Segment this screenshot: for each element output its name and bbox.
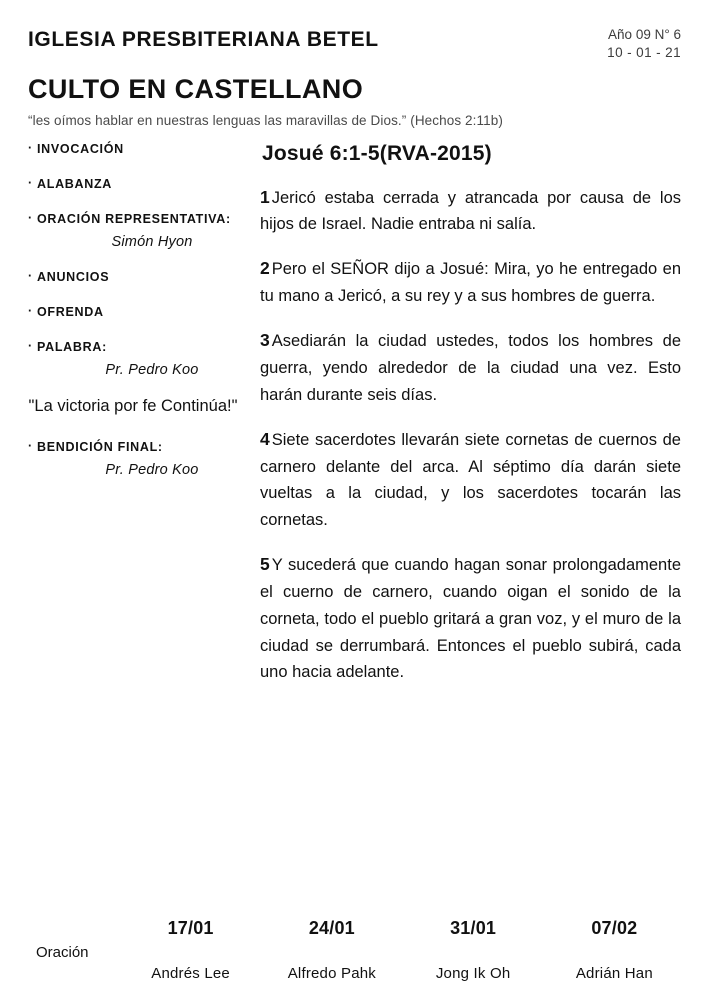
prayer-schedule-column (120, 918, 261, 982)
prayer-date: 07/02 (591, 918, 638, 938)
service-title: CULTO EN CASTELLANO (28, 74, 364, 104)
prayer-schedule-label: Oración (36, 944, 89, 961)
sermon-title: "La victoria por fe Continúa!" (28, 397, 238, 415)
order-item-anuncios: · ANUNCIOS (28, 270, 252, 284)
scripture-verse (260, 254, 681, 309)
issue-info (607, 26, 681, 62)
order-item-palabra: · PALABRA: (28, 340, 252, 354)
order-item-ofrenda: · OFRENDA (28, 305, 252, 319)
verse-text: Pero el SEÑOR dijo a Josué: Mira, yo he entregado en tu mano a Jericó, a su rey y a sus hombres de guerra. (260, 260, 681, 306)
bulletin-body (24, 142, 685, 687)
prayer-schedule-column (261, 918, 402, 982)
order-item-alabanza: · ALABANZA (28, 177, 252, 191)
verse-text: Y sucederá que cuando hagan sonar prolongadamente el cuerno de carnero, cuando oigan el sonido de la corneta, todo el pueblo gritará a gran voz, y el muro de la ciudad se derrumbará. Entonces el pueblo subirá, cada uno hacia adelante. (260, 556, 681, 682)
prayer-person: Andrés Lee (151, 965, 230, 982)
verse-number: 5 (260, 554, 270, 575)
bulletin-header (24, 22, 685, 68)
scripture-verse (260, 183, 681, 238)
verse-number: 3 (260, 330, 270, 351)
verse-number: 2 (260, 258, 270, 279)
church-name: IGLESIA PRESBITERIANA BETEL (28, 28, 379, 51)
prayer-schedule (24, 918, 685, 982)
order-of-service-column (24, 142, 252, 687)
prayer-date: 24/01 (308, 918, 355, 938)
prayer-person: Jong Ik Oh (435, 965, 511, 982)
prayer-schedule-column (544, 918, 685, 982)
order-item-bendicion-final: · BENDICIÓN FINAL: (28, 440, 252, 454)
prayer-person: Alfredo Pahk (287, 965, 377, 982)
order-person-oracion-representativa: Simón Hyon (111, 234, 193, 250)
verse-number: 1 (260, 186, 270, 207)
prayer-person: Adrián Han (575, 965, 653, 982)
prayer-schedule-column (403, 918, 544, 982)
scripture-reference: Josué 6:1-5(RVA-2015) (262, 142, 492, 165)
verse-text: Jericó estaba cerrada y atrancada por causa de los hijos de Israel. Nadie entraba ni salía. (260, 188, 681, 234)
verse-text: Siete sacerdotes llevarán siete cornetas de cuernos de carnero delante del arca. Al séptimo día darán siete vueltas a la ciudad, y los sacerdotes tocarán las cornetas. (260, 431, 681, 530)
header-verse-quote: “les oímos hablar en nuestras lenguas las maravillas de Dios.” (Hechos 2:11b) (28, 113, 503, 128)
order-person-bendicion-final: Pr. Pedro Koo (105, 461, 199, 478)
verse-number: 4 (260, 429, 270, 450)
verse-text: Asediarán la ciudad ustedes, todos los hombres de guerra, yendo alrededor de la ciudad una vez. Esto harán durante seis días. (260, 332, 681, 404)
order-item-invocacion: · INVOCACIÓN (28, 142, 252, 156)
scripture-verse (260, 326, 681, 408)
scripture-verse (260, 425, 681, 534)
order-person-palabra: Pr. Pedro Koo (105, 362, 199, 378)
issue-date: 10 - 01 - 21 (607, 45, 681, 61)
scripture-column (252, 142, 685, 687)
scripture-verse (260, 550, 681, 686)
prayer-date: 17/01 (167, 918, 214, 938)
order-item-oracion-representativa: · ORACIÓN REPRESENTATIVA: (28, 212, 252, 226)
issue-number: Año 09 N° 6 (608, 27, 681, 42)
prayer-date: 31/01 (450, 918, 497, 938)
